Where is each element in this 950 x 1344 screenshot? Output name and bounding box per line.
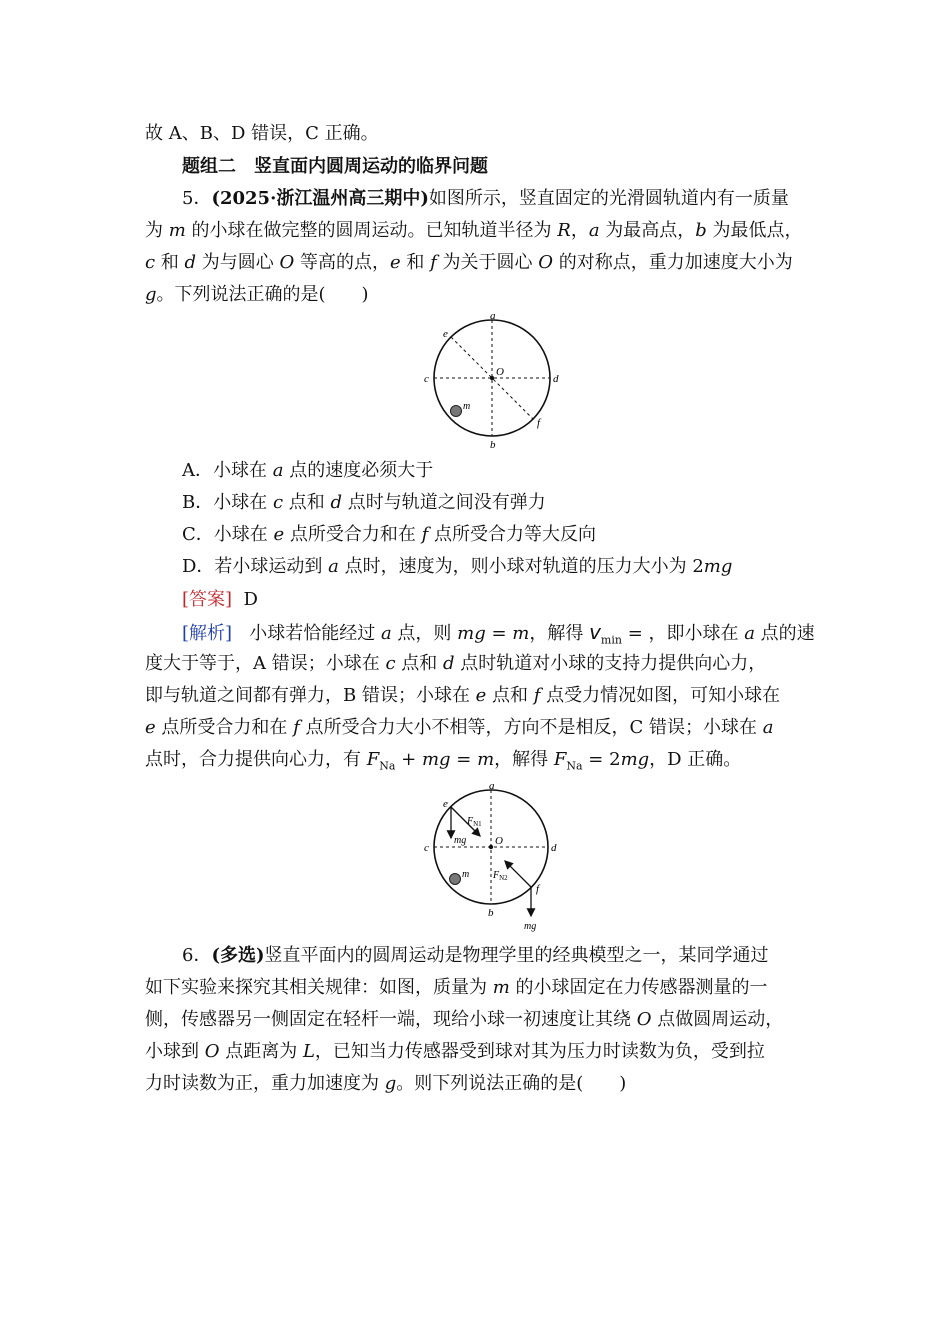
label-e: e	[443, 328, 448, 340]
force-FN2-arrow	[505, 861, 531, 887]
label-c: c	[424, 373, 429, 385]
q6-line-2: 如下实验来探究其相关规律：如图，质量为 m 的小球固定在力传感器测量的一	[145, 977, 768, 998]
q6-line-3: 侧，传感器另一侧固定在轻杆一端，现给小球一初速度让其绕 O 点做圆周运动，	[145, 1009, 784, 1030]
center-point-O	[490, 376, 494, 380]
label-c: c	[424, 842, 429, 854]
analysis-line-1: [解析] 小球若恰能经过 a 点，则 mg = m，解得 $v_{min}$ = ，即小球在 a 点的速	[182, 620, 815, 647]
label-FN1: $F_{N1}$	[467, 816, 482, 828]
force-diagram-figure-2	[420, 780, 570, 935]
analysis-line-2: 度大于等于，A 错误；小球在 c 点和 d 点时轨道对小球的支持力提供向心力，	[145, 653, 767, 674]
q5-option-d: D．若小球运动到 a 点时，速度为，则小球对轨道的压力大小为 2mg	[182, 556, 733, 577]
center-point-O	[489, 845, 493, 849]
q5-option-b: B．小球在 c 点和 d 点时与轨道之间没有弹力	[182, 492, 546, 513]
label-d: d	[551, 842, 557, 854]
q5-option-a: A．小球在 a 点的速度必须大于	[182, 460, 434, 481]
ball-m	[451, 406, 462, 417]
label-m: m	[462, 869, 470, 880]
q5-line-3: c 和 d 为与圆心 O 等高的点，e 和 f 为关于圆心 O 的对称点，重力加速度大小为	[145, 252, 793, 273]
label-FN2: $F_{N2}$	[493, 870, 508, 882]
q6-line-5: 力时读数为正，重力加速度为 g。则下列说法正确的是( )	[145, 1073, 627, 1094]
label-mg-e: mg	[454, 835, 467, 846]
analysis-line-4: e 点所受合力和在 f 点所受合力大小不相等，方向不是相反，C 错误；小球在 a	[145, 717, 774, 738]
q5-line-2: 为 m 的小球在做完整的圆周运动。已知轨道半径为 R，a 为最高点，b 为最低点，	[145, 220, 803, 241]
label-m: m	[463, 401, 471, 412]
label-a: a	[490, 312, 496, 322]
label-b: b	[490, 439, 496, 451]
label-f: f	[536, 883, 540, 895]
analysis-line-3: 即与轨道之间都有弹力，B 错误；小球在 e 点和 f 点受力情况如图，可知小球在	[145, 685, 781, 706]
q5-answer	[182, 589, 852, 611]
label-e: e	[443, 798, 448, 810]
label-mg-f: mg	[524, 921, 537, 932]
label-f: f	[537, 417, 541, 429]
label-a: a	[489, 780, 495, 792]
q5-line-1: 5．(2025·浙江温州高三期中)如图所示，竖直固定的光滑圆轨道内有一质量	[182, 188, 789, 209]
label-b: b	[488, 907, 494, 919]
q5-line-4: g。下列说法正确的是( )	[145, 284, 369, 305]
q6-line-4: 小球到 O 点距离为 L，已知当力传感器受到球对其为压力时读数为负，受到拉	[145, 1041, 765, 1062]
q5-option-c: C．小球在 e 点所受合力和在 f 点所受合力等大反向	[182, 524, 597, 545]
circle-track-figure-1	[420, 312, 570, 452]
label-d: d	[553, 373, 559, 385]
analysis-label: [解析]	[182, 623, 233, 644]
q6-line-1: 6．(多选)竖直平面内的圆周运动是物理学里的经典模型之一，某同学通过	[182, 945, 769, 966]
answer-label: [答案]	[182, 589, 233, 610]
label-O: O	[495, 835, 503, 847]
ball-m	[450, 874, 461, 885]
label-O: O	[496, 366, 504, 378]
answer-value: D	[243, 589, 258, 610]
q5-source: (2025·浙江温州高三期中)	[211, 188, 429, 209]
previous-conclusion: 故 A、B、D 错误，C 正确。	[145, 123, 379, 144]
analysis-line-5: 点时，合力提供向心力，有 $F_{Na}$ + mg = m，解得 $F_{Na} = 2mg$，D 正确。	[145, 749, 742, 773]
multi-select-tag: (多选)	[211, 945, 265, 966]
section-title: 题组二 竖直面内圆周运动的临界问题	[182, 156, 488, 177]
